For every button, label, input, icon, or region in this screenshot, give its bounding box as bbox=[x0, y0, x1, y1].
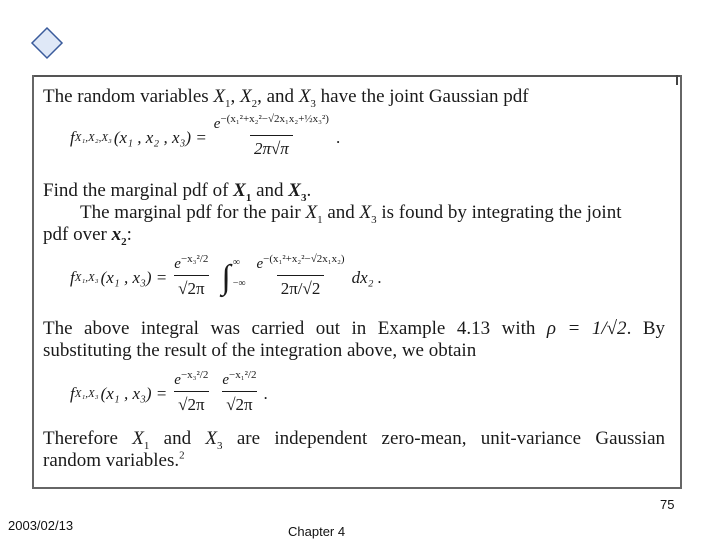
footer-chapter: Chapter 4 bbox=[288, 524, 346, 539]
independent-product-equation: f X₁,X₃ (x₁ , x₃) = $\frac{e^{-x_3^2/2}}{√2\pi}$ $\frac{e^{-x_1^2/2}}{√2\pi}$ . bbox=[70, 369, 268, 414]
marginal-integral-equation: f X₁,X₃ (x₁ , x₃) = $\frac{e^{-x_3^2/2}}{√2\pi}$ ∫ ∞ −∞ $\frac{e^{-(x_1^2+x_2^2-√2x_1x_2)}}{2\pi/√2}$ dx₂ . bbox=[70, 253, 383, 298]
marginal-pair-line: The marginal pdf for the pair $X_1$ and $X_3$ is found by integrating the joint bbox=[80, 202, 622, 226]
intro-line: The random variables $X_1$, $X_2$, and $X_3$ have the joint Gaussian pdf bbox=[43, 86, 529, 110]
substituting-line: substituting the result of the integration above, we obtain bbox=[43, 340, 477, 361]
footer-date: 2003/02/13 bbox=[8, 518, 74, 533]
pdf-over-line: pdf over $x_2$: bbox=[43, 224, 132, 248]
above-integral-line: The above integral was carried out in Example 4.13 with ρ = 1/√2. By bbox=[43, 318, 665, 339]
random-variables-line: random variables.$^2$ bbox=[43, 449, 185, 471]
therefore-line: Therefore $X_1$ and $X_3$ are independent zero-mean, unit-variance Gaussian bbox=[43, 428, 666, 452]
page-number: 75 bbox=[660, 497, 675, 512]
diamond-icon bbox=[30, 26, 64, 60]
find-marginal-line: Find the marginal pdf of $X_1$ and $X_3$. bbox=[43, 180, 312, 204]
joint-pdf-equation: f X₁,X₂,X₃ (x₁ , x₂ , x₃) = $\frac{e^{-(x_1^2+x_2^2-√2x_1x_2+\frac{1}{2}x_3^2)}}{2\pi√\pi}$ . bbox=[70, 113, 341, 158]
